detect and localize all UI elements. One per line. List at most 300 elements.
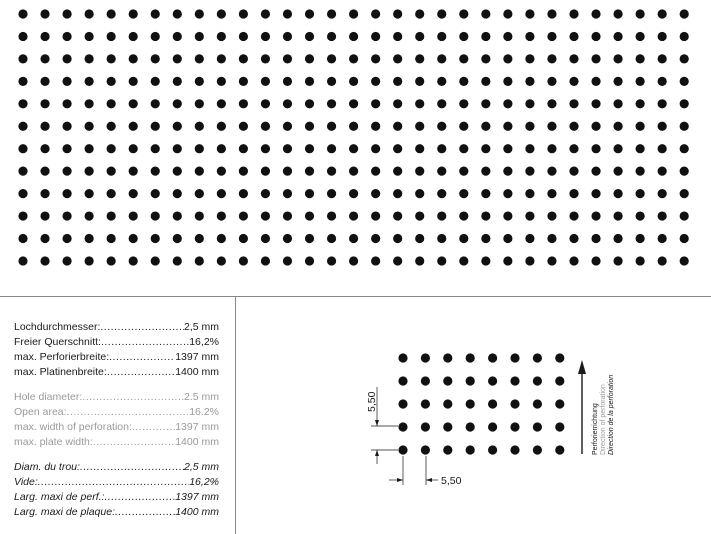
hole: [107, 189, 116, 198]
hole: [261, 99, 270, 108]
hole: [525, 99, 534, 108]
hole: [261, 189, 270, 198]
hole: [129, 234, 138, 243]
hole: [525, 189, 534, 198]
hole: [327, 211, 336, 220]
hole: [680, 99, 689, 108]
hole: [680, 234, 689, 243]
hole: [658, 167, 667, 176]
hole: [239, 122, 248, 131]
hole: [40, 211, 49, 220]
hole: [173, 77, 182, 86]
spec-value: 2,5 mm: [183, 321, 219, 333]
hole: [217, 77, 226, 86]
hole: [547, 9, 556, 18]
hole: [349, 211, 358, 220]
hole: [305, 144, 314, 153]
hole: [40, 256, 49, 265]
hole: [283, 54, 292, 63]
hole: [327, 9, 336, 18]
spec-row: [14, 405, 219, 420]
hole: [151, 189, 160, 198]
hole: [18, 32, 27, 41]
hole: [18, 211, 27, 220]
hole: [107, 122, 116, 131]
spec-value: 16,2%: [189, 336, 219, 348]
hole: [459, 122, 468, 131]
hole: [398, 445, 407, 454]
hole: [349, 122, 358, 131]
hole: [533, 445, 542, 454]
hole: [18, 256, 27, 265]
hole: [503, 234, 512, 243]
spec-label: Freier Querschnitt:: [14, 336, 101, 348]
hole: [569, 32, 578, 41]
hole: [129, 189, 138, 198]
hole: [525, 234, 534, 243]
hole: [349, 77, 358, 86]
hole: [415, 54, 424, 63]
hole: [443, 399, 452, 408]
hole: [217, 144, 226, 153]
hole: [613, 167, 622, 176]
spec-label: Lochdurchmesser:: [14, 321, 101, 333]
hole: [398, 399, 407, 408]
spec-value: 1397 mm: [175, 421, 219, 433]
hole: [443, 376, 452, 385]
hole: [443, 422, 452, 431]
hole: [658, 256, 667, 265]
hole: [547, 122, 556, 131]
hole: [437, 256, 446, 265]
hole: [393, 77, 402, 86]
hole: [327, 77, 336, 86]
hole: [547, 211, 556, 220]
hole: [547, 32, 556, 41]
hole: [481, 9, 490, 18]
specs-french: [14, 460, 219, 520]
hole: [62, 256, 71, 265]
hole: [658, 77, 667, 86]
hole: [129, 144, 138, 153]
hole: [195, 256, 204, 265]
hole: [371, 77, 380, 86]
hole: [466, 399, 475, 408]
hole: [437, 99, 446, 108]
hole: [239, 54, 248, 63]
hole: [503, 144, 512, 153]
hole: [62, 211, 71, 220]
hole: [40, 167, 49, 176]
hole: [393, 189, 402, 198]
hole: [283, 9, 292, 18]
hole: [349, 189, 358, 198]
hole: [283, 256, 292, 265]
hole: [466, 376, 475, 385]
spec-value: 1400 mm: [175, 436, 219, 448]
hole: [283, 167, 292, 176]
hole: [555, 399, 564, 408]
hole: [613, 9, 622, 18]
hole: [327, 189, 336, 198]
hole: [591, 54, 600, 63]
hole: [415, 256, 424, 265]
hole: [415, 32, 424, 41]
hole: [107, 167, 116, 176]
hole: [547, 256, 556, 265]
hole: [349, 9, 358, 18]
hole: [488, 353, 497, 362]
hole: [525, 167, 534, 176]
spec-value: 16,2%: [189, 476, 219, 488]
spec-row: [14, 365, 219, 380]
detail-hole-grid: [398, 353, 564, 454]
spec-label: Open area:: [14, 406, 67, 418]
hole: [151, 234, 160, 243]
hole: [107, 9, 116, 18]
hole: [658, 234, 667, 243]
hole: [555, 445, 564, 454]
spec-row: [14, 435, 219, 450]
hole: [613, 144, 622, 153]
hole: [569, 144, 578, 153]
spec-label: Larg. maxi de perf.:: [14, 491, 105, 503]
hole: [305, 77, 314, 86]
hole: [503, 32, 512, 41]
hole: [525, 9, 534, 18]
hole: [415, 9, 424, 18]
hole: [62, 234, 71, 243]
hole: [371, 54, 380, 63]
spec-label: Hole diameter:: [14, 391, 83, 403]
hole: [283, 211, 292, 220]
hole: [40, 32, 49, 41]
hole: [195, 167, 204, 176]
hole: [195, 54, 204, 63]
hole: [107, 256, 116, 265]
hole: [239, 99, 248, 108]
hole: [636, 77, 645, 86]
hole: [636, 54, 645, 63]
hole: [658, 189, 667, 198]
hole: [481, 144, 490, 153]
hole: [62, 32, 71, 41]
spec-row: [14, 505, 219, 520]
hole: [283, 189, 292, 198]
hole: [591, 234, 600, 243]
hole: [547, 234, 556, 243]
hole: [510, 422, 519, 431]
spec-row: [14, 350, 219, 365]
hole: [151, 9, 160, 18]
hole: [443, 353, 452, 362]
hole: [658, 122, 667, 131]
hole: [129, 9, 138, 18]
hole: [327, 32, 336, 41]
hole: [173, 9, 182, 18]
hole: [533, 399, 542, 408]
hole: [459, 77, 468, 86]
hole: [62, 122, 71, 131]
hole: [525, 54, 534, 63]
hole: [62, 144, 71, 153]
hole: [547, 189, 556, 198]
hole: [481, 122, 490, 131]
hole: [459, 256, 468, 265]
hole: [510, 376, 519, 385]
hole: [239, 77, 248, 86]
specs-german: [14, 320, 219, 380]
hole: [173, 54, 182, 63]
hole: [305, 122, 314, 131]
hole: [173, 144, 182, 153]
hole: [40, 54, 49, 63]
hole: [613, 54, 622, 63]
hole: [437, 77, 446, 86]
hole: [398, 376, 407, 385]
spec-value: 1400 mm: [175, 366, 219, 378]
hole: [398, 353, 407, 362]
hole: [195, 234, 204, 243]
hole: [459, 189, 468, 198]
hole: [437, 189, 446, 198]
hole: [85, 211, 94, 220]
hole: [85, 9, 94, 18]
hole: [327, 234, 336, 243]
hole: [510, 445, 519, 454]
hole: [658, 54, 667, 63]
hole: [680, 144, 689, 153]
specs-english: [14, 390, 219, 450]
hole: [636, 9, 645, 18]
hole: [503, 122, 512, 131]
hole: [85, 234, 94, 243]
spec-row: [14, 475, 219, 490]
spec-value: 1400 mm: [175, 506, 219, 518]
hole: [283, 77, 292, 86]
hole: [62, 99, 71, 108]
hole: [437, 54, 446, 63]
hole: [481, 99, 490, 108]
hole: [239, 32, 248, 41]
hole: [107, 54, 116, 63]
hole: [195, 99, 204, 108]
hole: [393, 211, 402, 220]
hole: [503, 9, 512, 18]
hole: [85, 122, 94, 131]
hole: [533, 422, 542, 431]
hole: [488, 376, 497, 385]
hole: [459, 9, 468, 18]
hole: [283, 144, 292, 153]
hole: [437, 234, 446, 243]
hole: [151, 122, 160, 131]
hole: [217, 99, 226, 108]
hole: [636, 167, 645, 176]
hole: [40, 122, 49, 131]
hole: [239, 9, 248, 18]
hole: [591, 189, 600, 198]
hole: [680, 122, 689, 131]
spec-label: Vide:: [14, 476, 38, 488]
hole: [217, 9, 226, 18]
spec-value: 1397 mm: [175, 351, 219, 363]
direction-label-de: Perforierrichtung: [592, 403, 599, 455]
hole: [62, 167, 71, 176]
hole: [305, 234, 314, 243]
hole: [613, 32, 622, 41]
hole: [305, 54, 314, 63]
hole: [151, 54, 160, 63]
hole: [547, 99, 556, 108]
hole: [107, 144, 116, 153]
hole: [18, 189, 27, 198]
hole: [459, 234, 468, 243]
hole: [569, 99, 578, 108]
hole: [415, 167, 424, 176]
hole: [547, 77, 556, 86]
hole: [525, 77, 534, 86]
hole: [613, 189, 622, 198]
detail-drawing: [236, 297, 711, 534]
hole: [393, 32, 402, 41]
hole: [459, 32, 468, 41]
direction-arrow: [578, 360, 586, 454]
hole: [569, 9, 578, 18]
hole: [591, 256, 600, 265]
hole: [62, 77, 71, 86]
spec-value: 2.5 mm: [183, 391, 219, 403]
hole: [129, 167, 138, 176]
hole: [85, 167, 94, 176]
hole: [217, 167, 226, 176]
hole: [217, 256, 226, 265]
hole: [261, 122, 270, 131]
hole: [305, 9, 314, 18]
hole: [305, 99, 314, 108]
hole: [217, 122, 226, 131]
hole: [680, 211, 689, 220]
hole: [680, 256, 689, 265]
hole: [349, 167, 358, 176]
hole: [658, 211, 667, 220]
hole: [437, 144, 446, 153]
spec-value: 16.2%: [189, 406, 219, 418]
hole: [151, 99, 160, 108]
hole: [437, 122, 446, 131]
horizontal-dimension-label: 5,50: [441, 475, 462, 487]
hole: [613, 256, 622, 265]
hole: [569, 189, 578, 198]
hole: [217, 189, 226, 198]
hole: [591, 144, 600, 153]
hole: [613, 234, 622, 243]
hole: [18, 77, 27, 86]
hole: [421, 399, 430, 408]
hole: [415, 77, 424, 86]
hole: [488, 445, 497, 454]
direction-label-en: Direction of perforation: [600, 384, 607, 455]
hole: [173, 189, 182, 198]
hole: [393, 234, 402, 243]
hole: [85, 189, 94, 198]
hole: [443, 445, 452, 454]
hole: [680, 77, 689, 86]
hole: [503, 211, 512, 220]
hole: [305, 167, 314, 176]
hole: [129, 99, 138, 108]
hole: [371, 9, 380, 18]
hole: [327, 167, 336, 176]
hole: [195, 9, 204, 18]
hole: [151, 211, 160, 220]
hole: [547, 144, 556, 153]
hole: [533, 353, 542, 362]
hole: [85, 256, 94, 265]
hole: [327, 122, 336, 131]
hole: [283, 122, 292, 131]
hole: [107, 77, 116, 86]
hole: [398, 422, 407, 431]
hole: [129, 122, 138, 131]
hole: [393, 256, 402, 265]
hole: [636, 144, 645, 153]
hole: [613, 211, 622, 220]
hole: [437, 167, 446, 176]
hole: [349, 32, 358, 41]
hole: [569, 256, 578, 265]
hole: [129, 211, 138, 220]
hole: [62, 189, 71, 198]
hole: [129, 77, 138, 86]
hole: [481, 211, 490, 220]
hole: [488, 399, 497, 408]
hole: [591, 122, 600, 131]
hole: [510, 353, 519, 362]
hole: [680, 167, 689, 176]
hole: [239, 144, 248, 153]
hole: [129, 54, 138, 63]
hole: [415, 122, 424, 131]
hole: [349, 54, 358, 63]
spec-label: Larg. maxi de plaque:: [14, 506, 115, 518]
hole: [62, 54, 71, 63]
hole: [239, 256, 248, 265]
hole: [415, 144, 424, 153]
hole: [459, 54, 468, 63]
spec-label: max. width of perforation:: [14, 421, 132, 433]
hole: [85, 77, 94, 86]
hole: [195, 122, 204, 131]
spec-row: [14, 420, 219, 435]
hole: [437, 32, 446, 41]
hole: [261, 9, 270, 18]
hole: [510, 399, 519, 408]
hole: [569, 122, 578, 131]
hole: [591, 99, 600, 108]
hole: [421, 445, 430, 454]
hole: [393, 144, 402, 153]
hole: [503, 77, 512, 86]
hole: [503, 189, 512, 198]
hole: [591, 77, 600, 86]
hole: [421, 376, 430, 385]
hole: [680, 32, 689, 41]
hole: [173, 211, 182, 220]
hole: [173, 167, 182, 176]
hole: [547, 167, 556, 176]
hole: [305, 189, 314, 198]
